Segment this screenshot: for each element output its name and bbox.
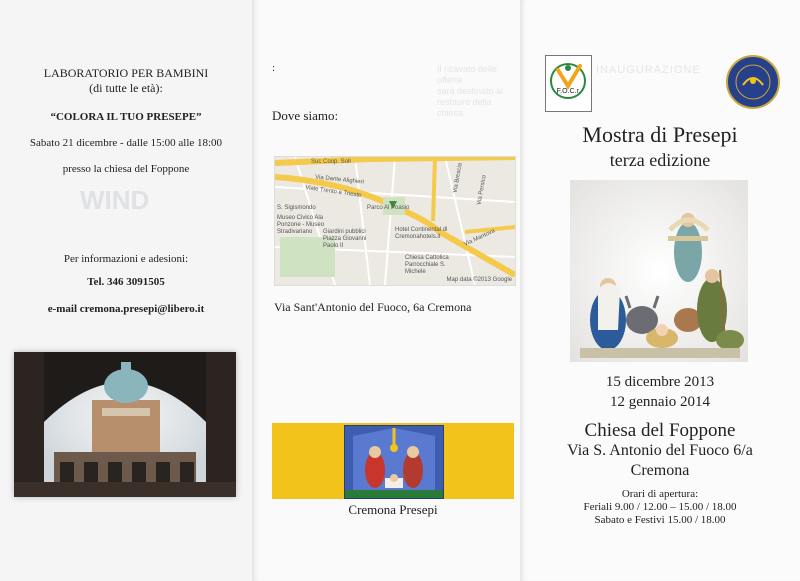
venue-address: Via S. Antonio del Fuoco 6/a (567, 442, 753, 459)
hours-weekend: Sabato e Festivi 15.00 / 18.00 (594, 514, 726, 526)
map-label: Viale Trento e Trieste (304, 185, 362, 199)
info-label: Per informazioni e adesioni: (63, 253, 189, 265)
stray-colon: : (272, 62, 276, 74)
date-start: 15 dicembre 2013 (605, 374, 715, 390)
focr-logo (545, 55, 592, 112)
event-name: “COLORA IL TUO PRESEPE” (50, 111, 202, 123)
exhibition-title: Mostra di Presepi (582, 122, 738, 147)
map-label: Via Brescia (452, 162, 464, 194)
hours-weekday: Feriali 9.00 / 12.00 – 15.00 / 18.00 (583, 501, 737, 513)
map-label: Via Persico (476, 174, 488, 206)
exhibition-edition: terza edizione (609, 150, 711, 170)
map-label: Suc Coop. Soll (311, 159, 351, 165)
left-panel (0, 0, 252, 581)
courtyard-photo (14, 352, 236, 497)
workshop-subtitle: (di tutte le età): (89, 81, 163, 95)
brand-caption: Cremona Presepi (348, 502, 438, 517)
map-label: Giardini pubblici Piazza Giovanni Paolo II (323, 229, 367, 249)
map-label: Chiesa Cattolica Parrocchiale S. Michele (405, 255, 449, 275)
location-map[interactable] (274, 156, 516, 286)
logo-acronym: F.O.C.r. (556, 88, 581, 95)
venue-city: Cremona (630, 462, 690, 479)
venue-name: Chiesa del Foppone (584, 420, 736, 441)
map-label: Museo Civico Ala Ponzone - Museo Stradivariano (277, 215, 325, 235)
showthrough-logo: WIND (80, 185, 150, 215)
date-end: 12 gennaio 2014 (610, 394, 710, 410)
showthrough-text-right: INAUGURAZIONE (596, 64, 701, 76)
map-label: Parco Al Poasio (367, 205, 410, 211)
map-label: Hotel Continental di Cremonahotels.it (395, 227, 448, 240)
map-label: Via Dante Alighieri (314, 174, 365, 186)
email-address: e-mail cremona.presepi@libero.it (47, 303, 205, 315)
event-place: presso la chiesa del Foppone (62, 163, 190, 175)
where-label: Dove siamo: (272, 108, 339, 123)
event-datetime: Sabato 21 dicembre - dalle 15:00 alle 18:00 (29, 137, 223, 149)
association-seal (726, 55, 780, 109)
workshop-title: LABORATORIO PER BAMBINI (43, 66, 209, 80)
nativity-illustration (344, 425, 444, 499)
nativity-figurines-photo (570, 180, 748, 362)
hours-label: Orari di apertura: (621, 488, 699, 500)
map-credit: Map data ©2013 Google (446, 277, 512, 283)
address-line: Via Sant'Antonio del Fuoco, 6a Cremona (274, 300, 472, 314)
map-label: S. Sigismondo (277, 205, 316, 211)
showthrough-text: Il ricavato delle offerte sarà destinato al restauro della chiesa (437, 64, 504, 118)
map-label: Via Mantova (463, 228, 496, 248)
phone-number: Tel. 346 3091505 (87, 276, 165, 288)
